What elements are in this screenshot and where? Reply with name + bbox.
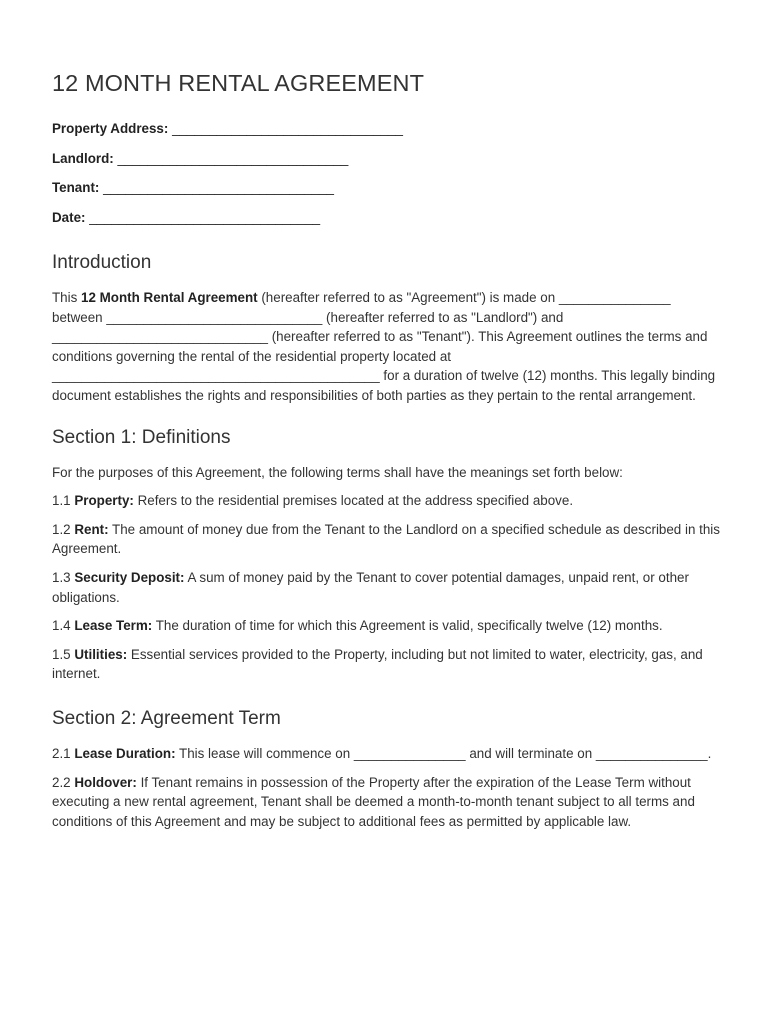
document-title: 12 MONTH RENTAL AGREEMENT: [52, 70, 425, 96]
item-text: If Tenant remains in possession of the Property after the expiration of the Lease Term without executing a new rental agreement, Tenant shall be deemed a month-to-month tenant subject to all terms and conditions of this Agreement and may be subject to additional fees as permitted by applicable law.: [52, 774, 695, 829]
field-label: Property Address:: [52, 121, 169, 136]
definition-1-1: [52, 491, 722, 511]
item-number: 1.3: [52, 569, 75, 585]
item-text: A sum of money paid by the Tenant to cover potential damages, unpaid rent, or other obligations.: [52, 569, 689, 605]
field-label: Landlord:: [52, 150, 114, 166]
item-number: 1.5: [52, 646, 75, 662]
item-number: 1.2: [52, 521, 75, 537]
item-term: Lease Duration:: [74, 745, 176, 761]
definition-1-5: [52, 645, 722, 684]
item-text: Refers to the residential premises located at the address specified above.: [133, 493, 574, 509]
field-property-address: [52, 114, 722, 144]
introduction-paragraph: [52, 288, 722, 406]
section-2-heading: Section 2: Agreement Term: [52, 707, 281, 729]
intro-bold-title: 12 Month Rental Agreement: [81, 290, 258, 305]
item-term: Holdover:: [74, 774, 137, 790]
definition-1-2: [52, 520, 722, 559]
field-blank: _______________________________: [117, 150, 349, 166]
field-blank: _______________________________: [89, 209, 321, 225]
field-blank: _______________________________: [103, 180, 334, 195]
term-2-2: [52, 773, 722, 832]
field-landlord: [52, 144, 722, 174]
definition-1-4: [52, 616, 722, 636]
item-number: 1.1: [52, 493, 75, 509]
item-term: Property:: [74, 493, 134, 509]
item-term: Utilities:: [74, 646, 128, 662]
definition-1-3: [52, 568, 722, 607]
field-blank: _______________________________: [172, 121, 403, 136]
field-label: Tenant:: [52, 180, 100, 195]
field-label: Date:: [52, 209, 86, 225]
item-text: This lease will commence on _______________ and will terminate on _______________.: [175, 745, 712, 761]
section-1-heading: Section 1: Definitions: [52, 426, 231, 448]
item-number: 2.2: [52, 774, 75, 790]
section-1-intro: For the purposes of this Agreement, the following terms shall have the meanings set forth below:: [52, 464, 623, 480]
introduction-heading: Introduction: [52, 252, 152, 273]
term-2-1: [52, 744, 722, 764]
item-text: Essential services provided to the Property, including but not limited to water, electricity, gas, and internet.: [52, 646, 703, 682]
item-term: Rent:: [74, 521, 109, 537]
field-date: [52, 203, 722, 233]
item-text: The duration of time for which this Agreement is valid, specifically twelve (12) months.: [152, 618, 663, 634]
intro-text-body: (hereafter referred to as "Agreement") is made on _______________ between _____________________________ (hereafter referred to as "Landlord") and _____________________________ (hereafter referred to as "Tenant"). This Agreement outlines the terms and conditions governing the rental of the residential property located at ____________________________________________ for a duration of twelve (12) months. This legally binding document establishes the rights and responsibilities of both parties as they pertain to the rental arrangement.: [52, 290, 716, 403]
item-term: Lease Term:: [74, 618, 153, 634]
field-tenant: [52, 173, 722, 203]
item-number: 2.1: [52, 745, 75, 761]
item-number: 1.4: [52, 618, 75, 634]
item-text: The amount of money due from the Tenant to the Landlord on a specified schedule as described in this Agreement.: [52, 521, 720, 557]
item-term: Security Deposit:: [74, 569, 185, 585]
intro-text-start: This: [52, 290, 82, 305]
